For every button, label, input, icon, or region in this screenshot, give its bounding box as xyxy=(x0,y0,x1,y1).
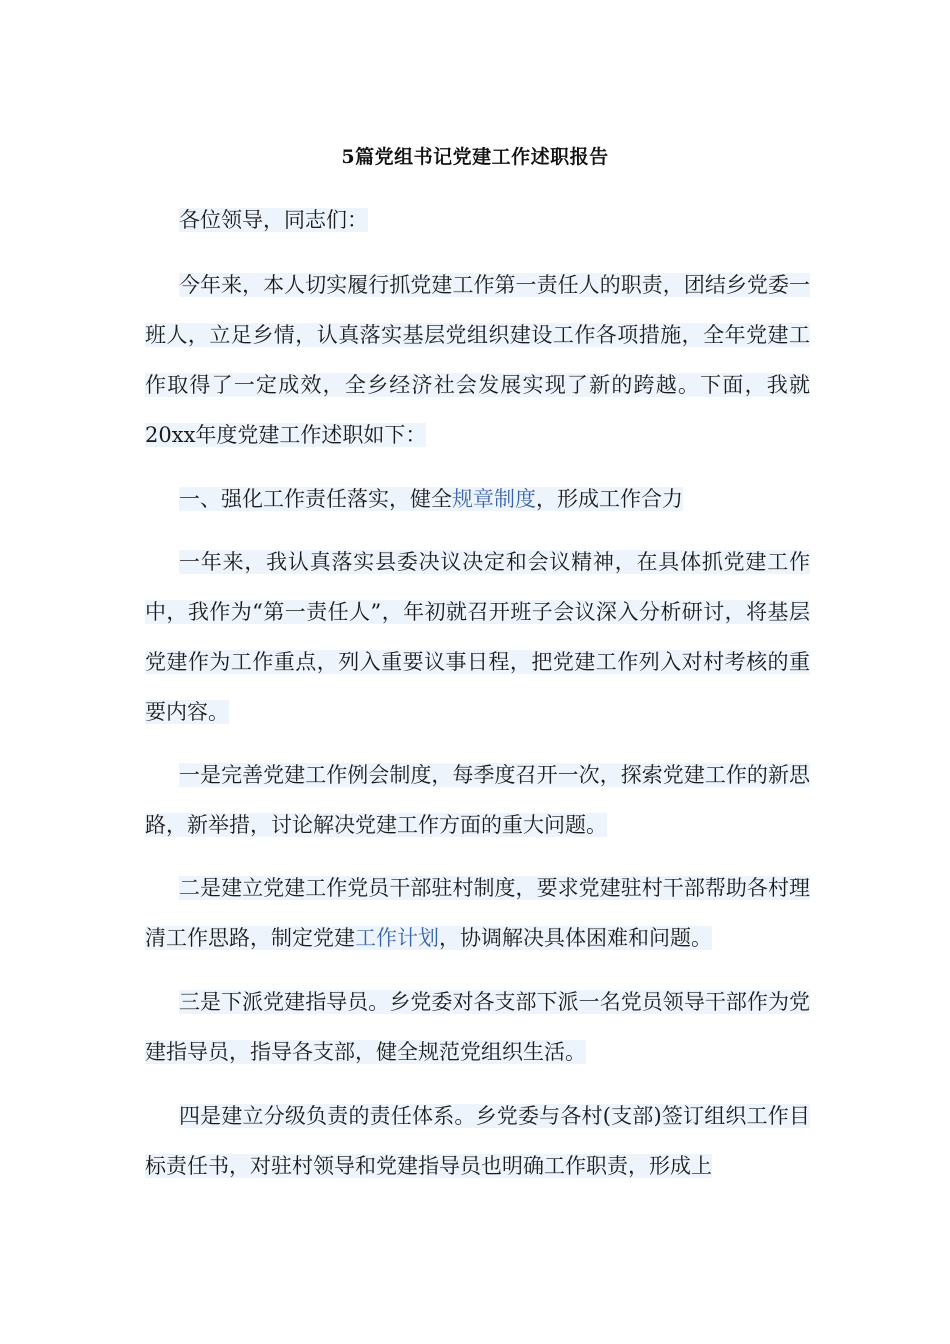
section-heading-1 xyxy=(145,474,810,524)
item-4-text: 四是建立分级负责的责任体系。乡党委与各村(支部)签订组织工作目标责任书，对驻村领导和党建指导员也明确工作职责，形成上 xyxy=(145,1104,810,1178)
item-3-text: 三是下派党建指导员。乡党委对各支部下派一名党员领导干部作为党建指导员，指导各支部，健全规范党组织生活。 xyxy=(145,990,810,1064)
intro-paragraph xyxy=(145,260,810,460)
item-1-text: 一是完善党建工作例会制度，每季度召开一次，探索党建工作的新思路，新举措，讨论解决党建工作方面的重大问题。 xyxy=(145,763,810,837)
item-3 xyxy=(145,977,810,1077)
item-1 xyxy=(145,750,810,850)
section-heading-1-text xyxy=(179,487,683,511)
item-4 xyxy=(145,1091,810,1191)
item-2-after: ，协调解决具体困难和问题。 xyxy=(439,926,712,950)
work-plan-link[interactable]: 工作计划 xyxy=(355,926,439,950)
salutation xyxy=(145,195,810,245)
item-2 xyxy=(145,863,810,963)
rules-link[interactable]: 规章制度 xyxy=(452,487,536,511)
salutation-text: 各位领导，同志们： xyxy=(179,208,368,232)
section-heading-1-after: ，形成工作合力 xyxy=(536,487,683,511)
paragraph-1 xyxy=(145,537,810,737)
paragraph-1-text: 一年来，我认真落实县委决议决定和会议精神，在具体抓党建工作中，我作为“第一责任人”，年初就召开班子会议深入分析研讨，将基层党建作为工作重点，列入重要议事日程，把党建工作列入对村考核的重要内容。 xyxy=(145,550,810,724)
section-heading-1-before: 一、强化工作责任落实，健全 xyxy=(179,487,452,511)
item-2-text xyxy=(145,876,810,950)
item-2-before: 二是建立党建工作党员干部驻村制度，要求党建驻村干部帮助各村理清工作思路，制定党建 xyxy=(145,876,810,950)
intro-text: 今年来，本人切实履行抓党建工作第一责任人的职责，团结乡党委一班人，立足乡情，认真落实基层党组织建设工作各项措施，全年党建工作取得了一定成效，全乡经济社会发展实现了新的跨越。下面，我就20xx年度党建工作述职如下： xyxy=(145,273,810,447)
document-title: 5篇党组书记党建工作述职报告 xyxy=(341,146,609,168)
